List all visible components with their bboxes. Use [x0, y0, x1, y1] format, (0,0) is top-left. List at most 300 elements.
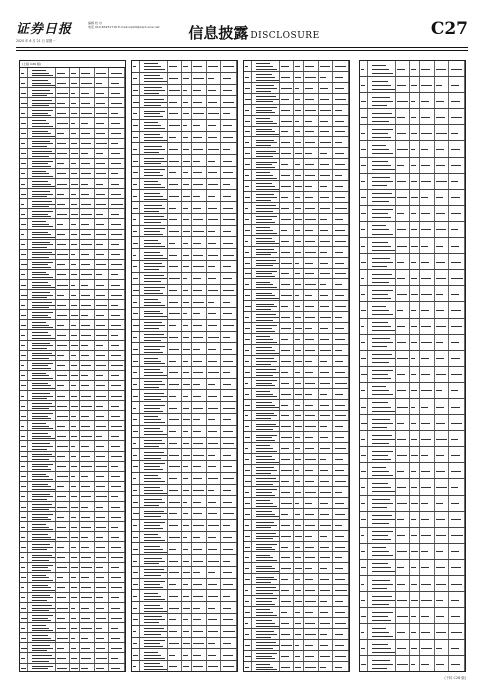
table-cell	[70, 270, 79, 279]
fine-print	[361, 616, 366, 617]
fine-print	[21, 345, 26, 346]
table-cell	[70, 209, 79, 218]
table-cell	[56, 391, 71, 400]
fine-print	[256, 375, 274, 376]
table-cell	[132, 473, 140, 484]
fine-print	[256, 85, 274, 86]
fine-print	[305, 405, 313, 406]
fine-print	[144, 78, 164, 79]
fine-print	[335, 525, 342, 526]
table-cell	[449, 125, 465, 140]
fine-print	[193, 478, 202, 479]
fine-print	[144, 546, 160, 547]
fine-print	[32, 343, 50, 344]
fine-print	[295, 481, 300, 482]
fine-print	[193, 643, 204, 644]
fine-print	[21, 547, 26, 548]
fine-print	[111, 486, 121, 487]
fine-print	[183, 572, 190, 573]
fine-print	[169, 443, 177, 444]
fine-print	[245, 99, 251, 100]
fine-print	[144, 658, 165, 659]
table-cell	[319, 629, 334, 639]
fine-print	[256, 314, 276, 315]
fine-print	[397, 600, 406, 601]
table-cell	[182, 202, 191, 213]
fine-print	[32, 595, 50, 596]
fine-print	[372, 262, 394, 263]
table-cell	[244, 421, 252, 431]
table-cell	[207, 355, 222, 366]
fine-print	[81, 638, 88, 639]
table-cell	[396, 125, 411, 140]
table-cell	[56, 431, 71, 440]
fine-print	[96, 335, 106, 336]
table-cell	[420, 158, 435, 173]
table-cell	[20, 209, 28, 218]
fine-print	[183, 102, 188, 103]
fine-print	[21, 184, 26, 185]
fine-print	[436, 262, 444, 263]
fine-print	[32, 123, 50, 124]
table-cell	[435, 351, 450, 366]
fine-print	[96, 254, 104, 255]
table-cell	[333, 345, 349, 355]
fine-print	[81, 527, 91, 528]
table-row	[20, 78, 125, 88]
fine-print	[32, 221, 46, 222]
fine-print	[111, 254, 120, 255]
fine-print	[421, 262, 429, 263]
table-cell	[244, 640, 252, 650]
table-cell	[410, 286, 419, 301]
table-cell	[252, 170, 279, 180]
table-cell	[435, 109, 450, 124]
fine-print	[57, 345, 67, 346]
fine-print	[451, 584, 462, 585]
fine-print	[281, 612, 287, 613]
fine-print	[183, 537, 187, 538]
table-cell	[410, 222, 419, 237]
fine-print	[335, 121, 344, 122]
table-cell	[319, 651, 334, 661]
table-cell	[168, 132, 183, 143]
fine-print	[144, 199, 167, 200]
fine-print	[335, 77, 343, 78]
fine-print	[245, 601, 249, 602]
disclosure-column-2	[131, 60, 238, 672]
table-cell	[410, 367, 419, 382]
fine-print	[169, 561, 177, 562]
fine-print	[169, 149, 177, 150]
fine-print	[256, 568, 276, 569]
fine-print	[208, 349, 215, 350]
table-cell	[396, 431, 411, 446]
table-cell	[140, 390, 167, 401]
fine-print	[193, 184, 203, 185]
fine-print	[451, 181, 458, 182]
table-cell	[244, 542, 252, 552]
fine-print	[256, 200, 272, 201]
fine-print	[144, 469, 163, 470]
table-row	[132, 614, 237, 626]
fine-print	[32, 247, 48, 248]
fine-print	[32, 499, 48, 500]
fine-print	[256, 601, 272, 602]
table-cell	[410, 560, 419, 575]
table-row	[20, 452, 125, 462]
fine-print	[169, 419, 179, 420]
table-cell	[56, 189, 71, 198]
fine-print	[208, 431, 216, 432]
fine-print	[81, 577, 89, 578]
table-cell	[140, 226, 167, 237]
table-cell	[435, 624, 450, 639]
fine-print	[144, 169, 166, 170]
table-cell	[140, 61, 167, 72]
table-cell	[56, 320, 71, 329]
fine-print	[335, 492, 342, 493]
fine-print	[372, 451, 394, 452]
fine-print	[144, 340, 162, 341]
fine-print	[305, 88, 312, 89]
table-cell	[95, 98, 110, 107]
table-cell	[221, 532, 237, 543]
table-cell	[132, 555, 140, 566]
table-cell	[20, 532, 28, 541]
table-cell	[207, 296, 222, 307]
fine-print	[256, 121, 274, 122]
fine-print	[320, 153, 327, 154]
fine-print	[71, 517, 76, 518]
table-cell	[420, 544, 435, 559]
table-cell	[95, 482, 110, 491]
fine-print	[256, 222, 275, 223]
table-row	[20, 300, 125, 310]
table-cell	[95, 149, 110, 158]
fine-print	[57, 214, 66, 215]
fine-print	[256, 183, 272, 184]
fine-print	[32, 186, 55, 187]
table-cell	[319, 389, 334, 399]
fine-print	[144, 522, 166, 523]
fine-print	[71, 285, 75, 286]
table-cell	[396, 77, 411, 92]
fine-print	[281, 252, 290, 253]
table-cell	[70, 189, 79, 198]
fine-print	[57, 436, 66, 437]
table-cell	[221, 661, 237, 672]
fine-print	[144, 663, 160, 664]
fine-print	[32, 577, 50, 578]
fine-print	[256, 514, 276, 515]
table-row	[244, 411, 349, 422]
fine-print	[32, 348, 48, 349]
table-cell	[280, 662, 295, 672]
fine-print	[144, 581, 166, 582]
table-cell	[56, 603, 71, 612]
table-cell	[435, 238, 450, 253]
fine-print	[183, 90, 187, 91]
fine-print	[111, 618, 122, 619]
fine-print	[256, 445, 270, 446]
table-cell	[80, 341, 95, 350]
fine-print	[436, 439, 447, 440]
table-cell	[20, 240, 28, 249]
fine-print	[320, 557, 330, 558]
fine-print	[32, 262, 54, 263]
fine-print	[144, 316, 167, 317]
fine-print	[32, 242, 50, 243]
fine-print	[245, 328, 250, 329]
table-cell	[56, 553, 71, 562]
fine-print	[32, 232, 48, 233]
table-cell	[182, 485, 191, 496]
fine-print	[96, 587, 106, 588]
fine-print	[183, 231, 189, 232]
fine-print	[397, 455, 407, 456]
fine-print	[372, 407, 392, 408]
table-cell	[192, 426, 207, 437]
table-cell	[182, 343, 191, 354]
fine-print	[57, 547, 63, 548]
fine-print	[223, 231, 231, 232]
fine-print	[245, 612, 250, 613]
fine-print	[57, 224, 63, 225]
fine-print	[81, 517, 89, 518]
fine-print	[81, 184, 87, 185]
table-cell	[192, 332, 207, 343]
fine-print	[57, 204, 65, 205]
fine-print	[133, 384, 138, 385]
table-cell	[435, 286, 450, 301]
table-cell	[109, 68, 125, 77]
table-cell	[319, 116, 334, 126]
fine-print	[32, 418, 51, 419]
table-cell	[252, 269, 279, 279]
fine-print	[305, 110, 315, 111]
fine-print	[372, 443, 390, 444]
fine-print	[223, 266, 231, 267]
table-cell	[168, 167, 183, 178]
fine-print	[144, 528, 163, 529]
table-cell	[244, 563, 252, 573]
table-cell	[168, 202, 183, 213]
fine-print	[81, 103, 90, 104]
fine-print	[183, 596, 188, 597]
fine-print	[81, 153, 88, 154]
fine-print	[281, 110, 290, 111]
fine-print	[305, 121, 312, 122]
table-cell	[140, 190, 167, 201]
table-cell	[449, 270, 465, 285]
table-cell	[56, 613, 71, 622]
fine-print	[397, 310, 403, 311]
table-row	[20, 139, 125, 149]
table-cell	[20, 310, 28, 319]
table-cell	[140, 179, 167, 190]
fine-print	[335, 372, 345, 373]
fine-print	[421, 197, 428, 198]
table-cell	[70, 653, 79, 662]
fine-print	[245, 623, 248, 624]
fine-print	[169, 102, 176, 103]
table-cell	[56, 653, 71, 662]
table-cell	[56, 219, 71, 228]
fine-print	[144, 290, 160, 291]
fine-print	[436, 181, 447, 182]
fine-print	[451, 117, 462, 118]
table-cell	[368, 576, 395, 591]
fine-print	[183, 278, 187, 279]
table-cell	[244, 105, 252, 115]
table-cell	[420, 463, 435, 478]
fine-print	[169, 431, 175, 432]
fine-print	[169, 208, 175, 209]
table-cell	[80, 441, 95, 450]
fine-print	[335, 667, 342, 668]
table-cell	[410, 238, 419, 253]
fine-print	[256, 123, 277, 124]
table-cell	[280, 334, 295, 344]
fine-print	[245, 208, 249, 209]
table-cell	[207, 320, 222, 331]
fine-print	[256, 511, 272, 512]
fine-print	[256, 243, 279, 244]
fine-print	[193, 266, 204, 267]
fine-print	[183, 408, 188, 409]
table-cell	[435, 302, 450, 317]
fine-print	[305, 601, 316, 602]
fine-print	[372, 423, 394, 424]
table-cell	[449, 238, 465, 253]
fine-print	[281, 481, 288, 482]
table-cell	[304, 225, 319, 235]
table-cell	[132, 461, 140, 472]
table-cell	[221, 285, 237, 296]
fine-print	[144, 302, 162, 303]
fine-print	[372, 209, 394, 210]
table-cell	[182, 579, 191, 590]
table-cell	[360, 544, 368, 559]
table-cell	[28, 472, 55, 481]
fine-print	[96, 355, 105, 356]
fine-print	[71, 274, 77, 275]
table-cell	[80, 310, 95, 319]
fine-print	[281, 339, 288, 340]
table-cell	[70, 341, 79, 350]
table-cell	[304, 323, 319, 333]
table-cell	[109, 209, 125, 218]
fine-print	[32, 257, 50, 258]
fine-print	[256, 506, 277, 507]
table-cell	[294, 498, 303, 508]
fine-print	[295, 164, 300, 165]
fine-print	[133, 643, 137, 644]
fine-print	[372, 419, 390, 420]
table-row	[20, 230, 125, 240]
table-cell	[20, 603, 28, 612]
table-cell	[95, 169, 110, 178]
fine-print	[169, 255, 177, 256]
table-cell	[207, 226, 222, 237]
table-cell	[109, 139, 125, 148]
fine-print	[281, 241, 289, 242]
fine-print	[133, 396, 138, 397]
fine-print	[208, 549, 217, 550]
fine-print	[372, 101, 394, 102]
table-cell	[396, 592, 411, 607]
fine-print	[361, 407, 366, 408]
table-cell	[168, 285, 183, 296]
fine-print	[421, 584, 430, 585]
fine-print	[295, 66, 300, 67]
fine-print	[32, 524, 46, 525]
table-cell	[360, 576, 368, 591]
table-row	[244, 607, 349, 618]
fine-print	[451, 197, 460, 198]
fine-print	[144, 346, 166, 347]
table-cell	[80, 603, 95, 612]
fine-print	[372, 326, 392, 327]
table-cell	[410, 206, 419, 221]
table-row	[360, 158, 465, 174]
table-cell	[221, 649, 237, 660]
table-cell	[368, 254, 395, 269]
fine-print	[295, 579, 299, 580]
fine-print	[256, 129, 272, 130]
fine-print	[144, 387, 160, 388]
table-cell	[192, 496, 207, 507]
fine-print	[32, 277, 53, 278]
fine-print	[245, 645, 250, 646]
table-row	[20, 542, 125, 552]
fine-print	[32, 358, 50, 359]
table-row	[20, 391, 125, 401]
fine-print	[32, 514, 54, 515]
fine-print	[436, 648, 442, 649]
fine-print	[421, 535, 430, 536]
table-cell	[420, 174, 435, 189]
fine-print	[256, 361, 278, 362]
fine-print	[111, 274, 118, 275]
fine-print	[21, 375, 25, 376]
table-cell	[56, 108, 71, 117]
fine-print	[295, 110, 301, 111]
fine-print	[451, 85, 459, 86]
fine-print	[372, 439, 395, 440]
fine-print	[81, 476, 88, 477]
fine-print	[372, 258, 390, 259]
table-cell	[304, 421, 319, 431]
table-cell	[252, 247, 279, 257]
table-cell	[109, 118, 125, 127]
fine-print	[96, 608, 104, 609]
table-cell	[333, 476, 349, 486]
table-cell	[252, 531, 279, 541]
table-row	[244, 629, 349, 640]
fine-print	[71, 103, 76, 104]
table-row	[360, 109, 465, 125]
fine-print	[32, 587, 52, 588]
table-cell	[420, 608, 435, 623]
table-row	[20, 593, 125, 603]
table-cell	[168, 367, 183, 378]
fine-print	[436, 69, 446, 70]
fine-print	[411, 278, 416, 279]
table-cell	[252, 640, 279, 650]
fine-print	[256, 577, 274, 578]
